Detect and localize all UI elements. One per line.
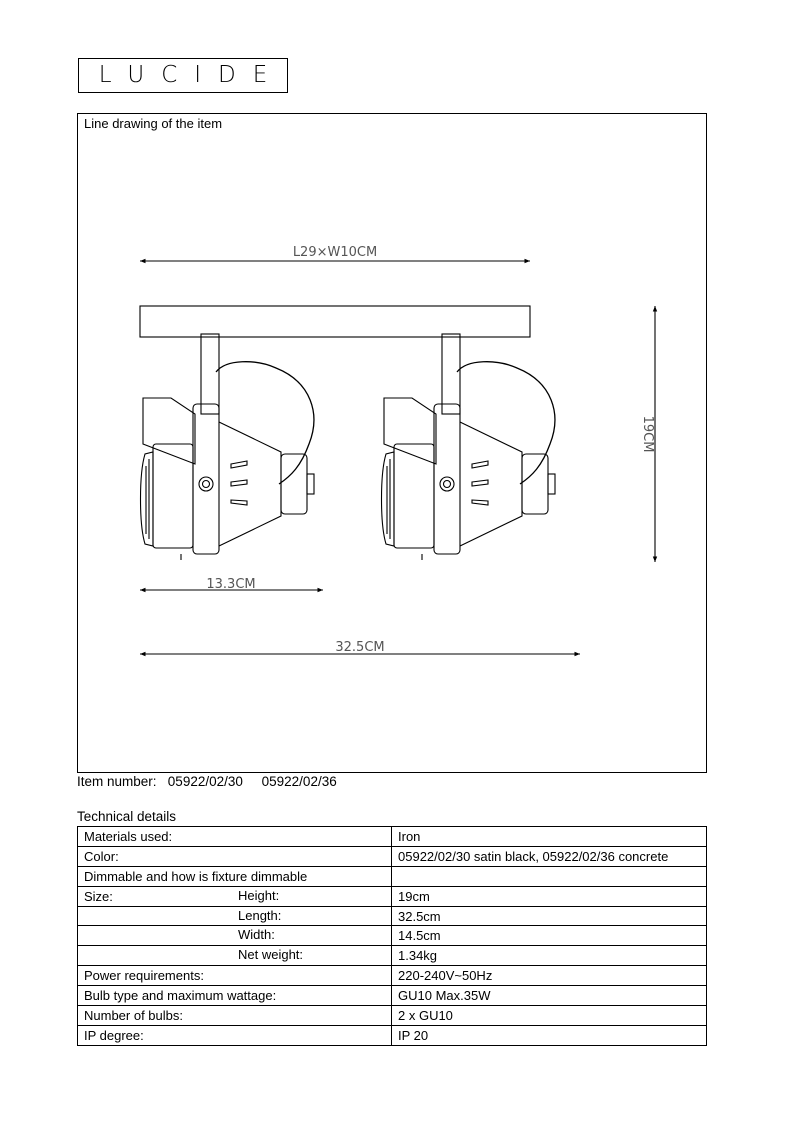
technical-details-table [77, 826, 707, 1046]
table-row [78, 986, 707, 1006]
spec-value: 1.34kg [392, 946, 707, 966]
height-dimension-label: 19CM [640, 415, 655, 453]
table-row [78, 926, 707, 946]
spec-label [78, 906, 392, 926]
spec-value: 32.5cm [392, 906, 707, 926]
spec-label: Dimmable and how is fixture dimmable [78, 866, 392, 886]
spec-label: Size: Height: [78, 886, 392, 906]
spec-label: Power requirements: [78, 966, 392, 986]
table-row [78, 966, 707, 986]
spec-value: 05922/02/30 satin black, 05922/02/36 concrete [392, 846, 707, 866]
spot-depth-dimension-label: 13.3CM [206, 577, 256, 592]
spec-label [78, 946, 392, 966]
spec-sublabel: Width: [238, 927, 275, 943]
spec-value: 19cm [392, 886, 707, 906]
spec-label: Materials used: [78, 827, 392, 847]
ceiling-plate [140, 306, 530, 337]
item-number-line [77, 774, 337, 789]
footprint-dimension-label: L29×W10CM [292, 245, 378, 260]
table-row [78, 906, 707, 926]
item-number-2: 05922/02/36 [261, 774, 337, 789]
table-row [78, 886, 707, 906]
spotlight-right [382, 334, 556, 560]
item-number-1: 05922/02/30 [167, 774, 243, 789]
table-row [78, 827, 707, 847]
spec-value: 220-240V~50Hz [392, 966, 707, 986]
spotlight-left [141, 334, 315, 560]
spec-value: 2 x GU10 [392, 1006, 707, 1026]
table-row [78, 846, 707, 866]
spec-label: IP degree: [78, 1025, 392, 1045]
spec-label: Number of bulbs: [78, 1006, 392, 1026]
spec-value [392, 866, 707, 886]
line-drawing-panel [77, 113, 707, 773]
spec-value: IP 20 [392, 1025, 707, 1045]
spec-sublabel: Net weight: [238, 947, 304, 963]
spec-label: Bulb type and maximum wattage: [78, 986, 392, 1006]
spec-value: Iron [392, 827, 707, 847]
technical-details-title: Technical details [77, 809, 177, 824]
table-row [78, 1006, 707, 1026]
item-number-label: Item number: [77, 774, 157, 789]
spec-label: Color: [78, 846, 392, 866]
spec-sublabel: Length: [238, 907, 282, 923]
spec-sublabel: Height: [238, 887, 280, 903]
table-row [78, 1025, 707, 1045]
total-length-dimension-label: 32.5CM [335, 640, 385, 655]
spec-value: 14.5cm [392, 926, 707, 946]
brand-logo [78, 58, 288, 93]
product-line-drawing [78, 114, 708, 774]
table-row [78, 866, 707, 886]
spec-value: GU10 Max.35W [392, 986, 707, 1006]
drawing-caption: Line drawing of the item [84, 116, 223, 131]
spec-label [78, 926, 392, 946]
brand-name: LUCIDE [98, 62, 285, 88]
table-row [78, 946, 707, 966]
